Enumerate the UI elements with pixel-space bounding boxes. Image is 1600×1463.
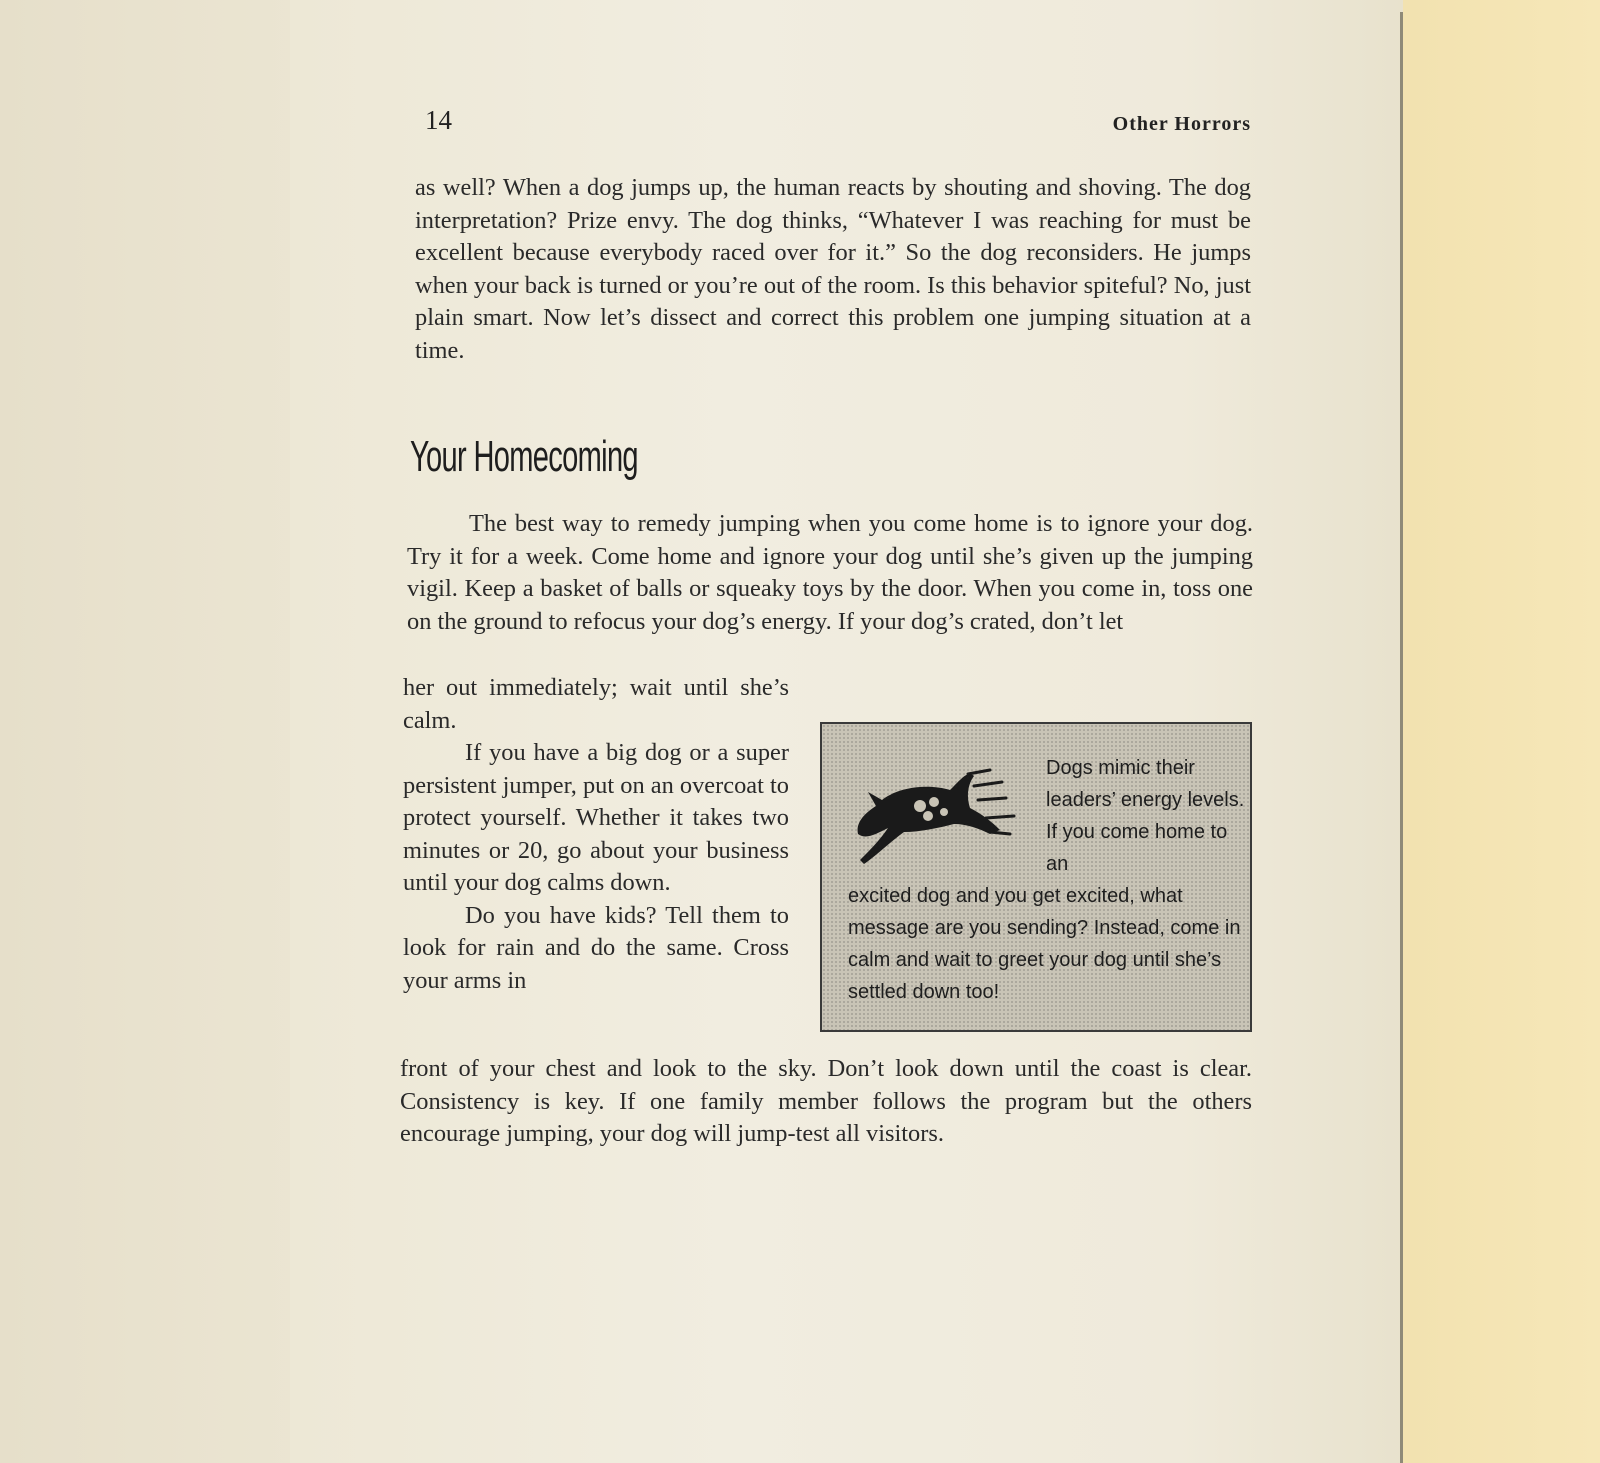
paragraph-4: Do you have kids? Tell them to look for rain and do the same. Cross your arms in [403, 901, 789, 994]
page-number: 14 [425, 105, 452, 135]
background [0, 0, 300, 1463]
adjacent-page [1403, 0, 1600, 1463]
running-dog-icon [850, 756, 1020, 866]
paragraph-2: The best way to remedy jumping when you come home is to ignore your dog. Try it for a week. Come home and ignore your dog until she’s given up the jumping vigil. Keep a basket of balls or squeaky toys by the door. When you come in, toss one on the ground to refocus your dog’s energy. If your dog’s crated, don’t let [407, 510, 1253, 635]
running-head: Other Horrors [1112, 113, 1251, 135]
tip-text-bottom: excited dog and you get excited, what message are you sending? Instead, come in calm and wait to greet your dog until she’s settled down too! [848, 885, 1241, 1003]
paragraph-2-continued: her out immediately; wait until she’s calm. [403, 674, 789, 734]
section-heading: Your Homecoming [410, 432, 638, 481]
paragraph-3: If you have a big dog or a super persistent jumper, put on an overcoat to protect yourself. Whether it takes two minutes or 20, go about your business until your dog calms down. [403, 739, 789, 896]
page-header [425, 105, 1251, 145]
tip-box [820, 722, 1252, 1032]
tip-text-top: Dogs mimic their leaders’ energy levels. If you come home to an [1046, 757, 1245, 875]
paragraph-4-continued: front of your chest and look to the sky. Don’t look down until the coast is clear. Consistency is key. If one family member follows the program but the others encourage jumping, your dog will jump-test all visitors. [400, 1055, 1252, 1147]
narrow-column [403, 672, 789, 997]
paragraph-1: as well? When a dog jumps up, the human reacts by shouting and shoving. The dog interpretation? Prize envy. The dog thinks, “Whatever I was reaching for must be excellent because everybody raced over for it.” So the dog reconsiders. He jumps when your back is turned or you’re out of the room. Is this behavior spiteful? No, just plain smart. Now let’s dissect and correct this problem one jumping situation at a time. [415, 174, 1251, 364]
